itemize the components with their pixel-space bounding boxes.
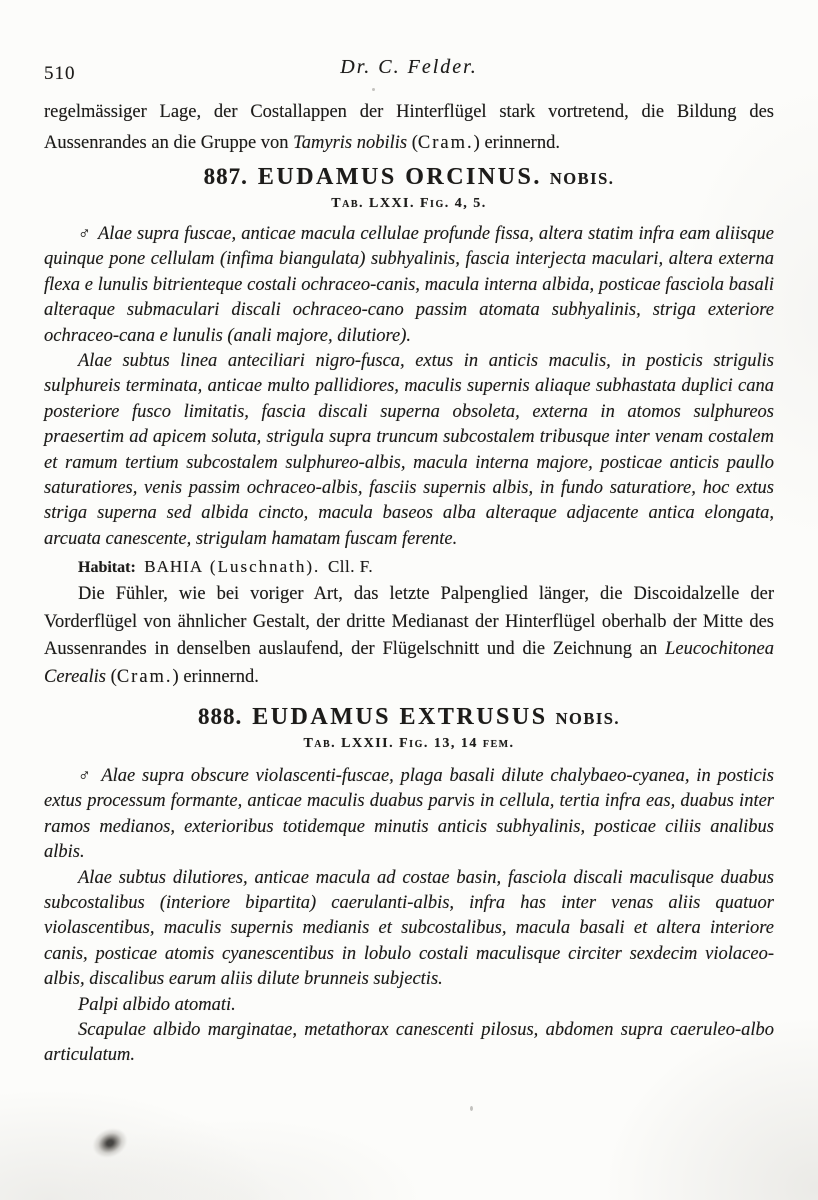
habitat-location: BAHIA bbox=[144, 557, 204, 577]
habitat-collection: Cll. F. bbox=[327, 557, 374, 577]
paren-open: ( bbox=[407, 133, 418, 153]
diagnosis-underside-887 bbox=[44, 349, 774, 552]
habitat-line-887 bbox=[44, 553, 774, 581]
species-heading-887 bbox=[44, 165, 774, 189]
species-author-888: NOBIS. bbox=[555, 708, 621, 728]
plate-reference-887: Tab. LXXI. Fig. 4, 5. bbox=[331, 196, 487, 211]
page-number: 510 bbox=[44, 63, 76, 84]
authority-cram-2: Cram. bbox=[116, 666, 173, 687]
palpi-text: Palpi albido atomati. bbox=[78, 994, 236, 1015]
species-name-eudamus-orcinus: EUDAMUS ORCINUS. bbox=[257, 164, 542, 190]
ink-smudge bbox=[88, 1123, 132, 1163]
continuation-text: regelmässiger Lage, der Costallappen der Hinterflügel stark vortretend, die Bildung des Aussenrandes an die Gruppe von bbox=[44, 102, 774, 153]
species-name-leucochitonea-cerealis: Leucochitonea Cerealis bbox=[44, 639, 774, 687]
species-author-887: NOBIS. bbox=[549, 169, 615, 188]
species-name-tamyris-nobilis: Tamyris nobilis bbox=[293, 133, 408, 153]
diagnosis-upperside-887-text: Alae supra fuscae, anticae macula cellulae profunde fissa, altera statim infra eam aliisque quinque pone cellulam (infima biangulata) subhyalinis, fascia interjecta maculari, altera externa flexa e lunulis bitrienteque costali ochraceo-canis, macula interna albida, posticae fasciola basali alteraque submaculari discali ochraceo-cano passim atomata subhyalinis, striga exteriore ochraceo-cana e lunulis (anali majore, dilutiore). bbox=[44, 224, 775, 346]
running-head bbox=[44, 56, 774, 84]
remarks-887-text: Die Fühler, wie bei voriger Art, das letzte Palpenglied länger, die Discoidalzelle der Vorderflügel von ähnlicher Gestalt, der dritte Medianast der Hinterflügel oberhalb der Mitte des Aussenrandes in denselben auslaufend, der Flügelschnitt und die Zeichnung an bbox=[44, 584, 774, 660]
diagnosis-underside-887-text: Alae subtus linea anteciliari nigro-fusca, extus in anticis maculis, in posticis strigulis sulphureis terminata, anticae multo pallidiores, maculis supernis aliaque subhastata duplici cana posteriore fusco limitatis, fascia discali superna obsoleta, externa in atomos sulphureos praesertim ad apicem soluta, strigula supra truncum subcostalem tribusque inter venam costalem et ramum tertium subcostalem sulphureo-albis, macula interna majore, posticae anticis paullo saturatiores, venis passim ochraceo-albis, fasciis supernis albis, in fundo saturatiore, hoc extus striga superna sed albida cincto, macula baseos alba alteraque adjacente antica elongata, arcuata canescente, strigulam hamatam fuscam ferente. bbox=[44, 351, 774, 549]
male-symbol-icon: ♂ bbox=[78, 224, 94, 243]
paper-speck bbox=[372, 88, 375, 91]
diagnosis-upperside-888 bbox=[44, 763, 774, 866]
paren-open-2: ( bbox=[106, 666, 117, 687]
continuation-paragraph bbox=[44, 97, 774, 159]
diagnosis-upperside-887 bbox=[44, 221, 774, 349]
habitat-label: Habitat: bbox=[78, 559, 136, 577]
text-block bbox=[44, 56, 774, 1069]
diagnosis-upperside-888-text: Alae supra obscure violascenti-fuscae, plaga basali dilute chalybaeo-cyanea, in posticis extus processum formante, anticae maculis duabus parvis in cellula, tertia infra eas, duabus inter ramos medianos, exterioribus totidemque minutis anticis subhyalinis, posticae ciliis analibus albis. bbox=[44, 765, 774, 863]
remarks-887-text-end: ) erinnernd. bbox=[172, 666, 259, 687]
plate-reference-888: Tab. LXXII. Fig. 13, 14 fem. bbox=[303, 735, 515, 751]
authority-cram: Cram. bbox=[417, 133, 474, 153]
body-description-888 bbox=[44, 1018, 774, 1069]
species-number-888: 888. bbox=[197, 703, 243, 729]
diagnosis-underside-888-text: Alae subtus dilutiores, anticae macula ad costae basin, fasciola discali maculisque duabus subcostalibus (interiore bipartita) caerulanti-albis, infra has inter venas aliis quatuor violascentibus, maculis supernis medianis et subcostalibus, macula basali et altera interiore canis, posticae atomis cyanescentibus in lobulo costali maculisque circiter sexdecim violaceo-albis, discalibus earum aliis dilute brunneis subjectis. bbox=[44, 867, 774, 990]
palpi-line-888 bbox=[44, 993, 774, 1018]
body-description-text: Scapulae albido marginatae, metathorax canescenti pilosus, abdomen supra caeruleo-albo articulatum. bbox=[44, 1019, 774, 1066]
continuation-text-end: ) erinnernd. bbox=[473, 133, 560, 153]
paper-speck bbox=[470, 1106, 473, 1111]
species-heading-888 bbox=[44, 705, 774, 729]
habitat-collector: (Luschnath). bbox=[209, 557, 321, 577]
male-symbol-icon-2: ♂ bbox=[78, 765, 95, 785]
species-number-887: 887. bbox=[203, 164, 248, 189]
species-name-eudamus-extrusus: EUDAMUS EXTRUSUS bbox=[252, 703, 548, 730]
diagnosis-underside-888 bbox=[44, 866, 774, 993]
running-title: Dr. C. Felder. bbox=[340, 56, 478, 78]
remarks-887 bbox=[44, 581, 774, 691]
